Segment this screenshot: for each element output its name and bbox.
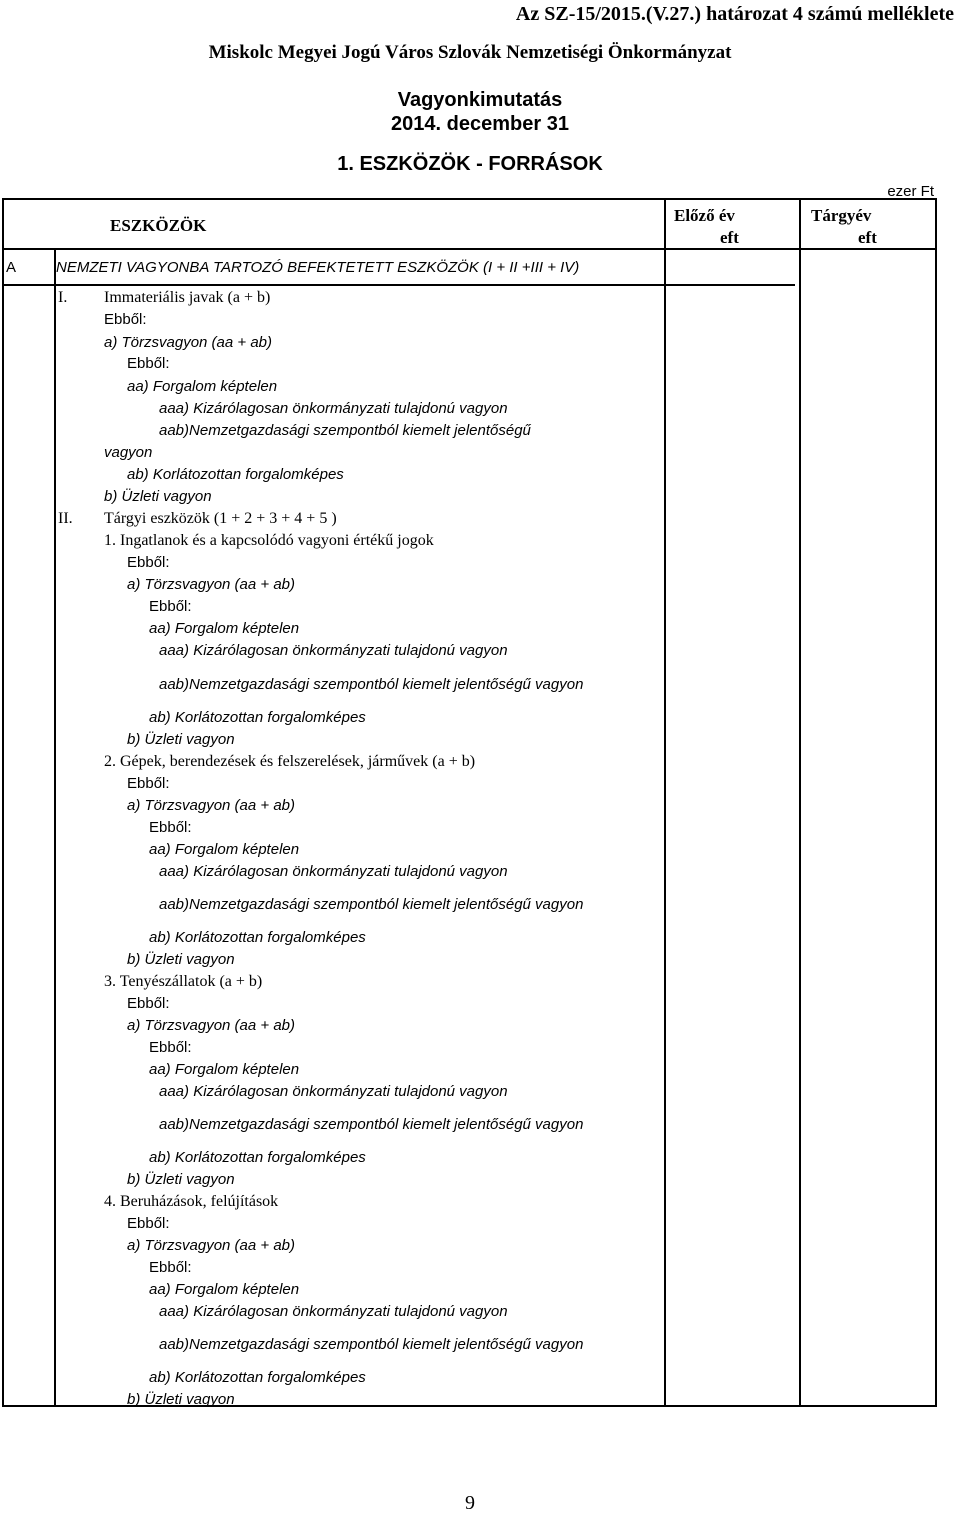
unit-label: ezer Ft [887, 183, 934, 200]
row-item: b) Üzleti vagyon [127, 731, 235, 748]
col-header-curr-unit: eft [858, 228, 877, 247]
assets-table [2, 198, 937, 1407]
row-item: aaa) Kizárólagosan önkormányzati tulajdonú vagyon [159, 400, 508, 417]
col-header-prev-year: Előző év [674, 206, 735, 225]
row-item: vagyon [104, 444, 153, 461]
row-item: 3. Tenyészállatok (a + b) [104, 973, 263, 990]
organization-name: Miskolc Megyei Jogú Város Szlovák Nemzetiségi Önkormányzat [208, 42, 732, 63]
row-item: Ebből: [127, 995, 170, 1012]
row-item: ab) Korlátozottan forgalomképes [149, 709, 366, 726]
row-item: Ebből: [127, 355, 170, 372]
row-item: Ebből: [149, 1259, 192, 1276]
page-title: Vagyonkimutatás [397, 89, 563, 111]
col-header-prev-unit: eft [720, 228, 739, 247]
row-item: aa) Forgalom képtelen [149, 620, 300, 637]
row-item: Tárgyi eszközök (1 + 2 + 3 + 4 + 5 ) [104, 510, 337, 527]
row-item: Ebből: [149, 1039, 192, 1056]
row-item: aa) Forgalom képtelen [127, 378, 278, 395]
row-item: 4. Beruházások, felújítások [104, 1193, 279, 1210]
row-item: Ebből: [127, 554, 170, 571]
row-item: aaa) Kizárólagosan önkormányzati tulajdonú vagyon [159, 863, 508, 880]
section-title: NEMZETI VAGYONBA TARTOZÓ BEFEKTETETT ESZKÖZÖK (I + II +III + IV) [56, 259, 580, 276]
row-item: Ebből: [127, 1215, 170, 1232]
row-item: ab) Korlátozottan forgalomképes [127, 466, 344, 483]
row-item: Ebből: [149, 819, 192, 836]
row-item: a) Törzsvagyon (aa + ab) [127, 1237, 295, 1254]
row-item: aab)Nemzetgazdasági szempontból kiemelt jelentőségű vagyon [159, 896, 584, 913]
row-item: b) Üzleti vagyon [127, 1391, 235, 1408]
row-item: a) Törzsvagyon (aa + ab) [127, 1017, 295, 1034]
row-item: 1. Ingatlanok és a kapcsolódó vagyoni értékű jogok [104, 532, 434, 549]
row-item: b) Üzleti vagyon [127, 1171, 235, 1188]
page-number: 9 [465, 1492, 475, 1514]
col-header-curr-year: Tárgyév [811, 206, 872, 225]
row-item: aa) Forgalom képtelen [149, 1281, 300, 1298]
row-item: aaa) Kizárólagosan önkormányzati tulajdonú vagyon [159, 642, 508, 659]
row-item: Immateriális javak (a + b) [104, 289, 271, 306]
row-item: aa) Forgalom képtelen [149, 841, 300, 858]
row-item: aab)Nemzetgazdasági szempontból kiemelt jelentőségű vagyon [159, 676, 584, 693]
row-number-2: II. [58, 510, 73, 527]
attachment-reference: Az SZ-15/2015.(V.27.) határozat 4 számú melléklete [515, 3, 954, 25]
row-item: Ebből: [104, 311, 147, 328]
row-item: aab)Nemzetgazdasági szempontból kiemelt jelentőségű vagyon [159, 1116, 584, 1133]
row-item: b) Üzleti vagyon [104, 488, 212, 505]
row-item: Ebből: [127, 775, 170, 792]
row-item: aab)Nemzetgazdasági szempontból kiemelt jelentőségű [159, 422, 531, 439]
row-item: a) Törzsvagyon (aa + ab) [104, 334, 272, 351]
row-item: aa) Forgalom képtelen [149, 1061, 300, 1078]
row-item: aaa) Kizárólagosan önkormányzati tulajdonú vagyon [159, 1303, 508, 1320]
col-header-assets: ESZKÖZÖK [110, 216, 207, 235]
row-item: ab) Korlátozottan forgalomképes [149, 929, 366, 946]
row-item: Ebből: [149, 598, 192, 615]
section-heading: 1. ESZKÖZÖK - FORRÁSOK [337, 153, 603, 175]
row-item: ab) Korlátozottan forgalomképes [149, 1149, 366, 1166]
section-letter: A [6, 259, 17, 276]
row-item: aab)Nemzetgazdasági szempontból kiemelt jelentőségű vagyon [159, 1336, 584, 1353]
row-item: a) Törzsvagyon (aa + ab) [127, 797, 295, 814]
row-item: ab) Korlátozottan forgalomképes [149, 1369, 366, 1386]
report-date: 2014. december 31 [391, 113, 569, 135]
row-item: 2. Gépek, berendezések és felszerelések, járművek (a + b) [104, 753, 476, 770]
row-item: aaa) Kizárólagosan önkormányzati tulajdonú vagyon [159, 1083, 508, 1100]
row-item: a) Törzsvagyon (aa + ab) [127, 576, 295, 593]
row-item: b) Üzleti vagyon [127, 951, 235, 968]
row-number-1: I. [58, 289, 68, 306]
